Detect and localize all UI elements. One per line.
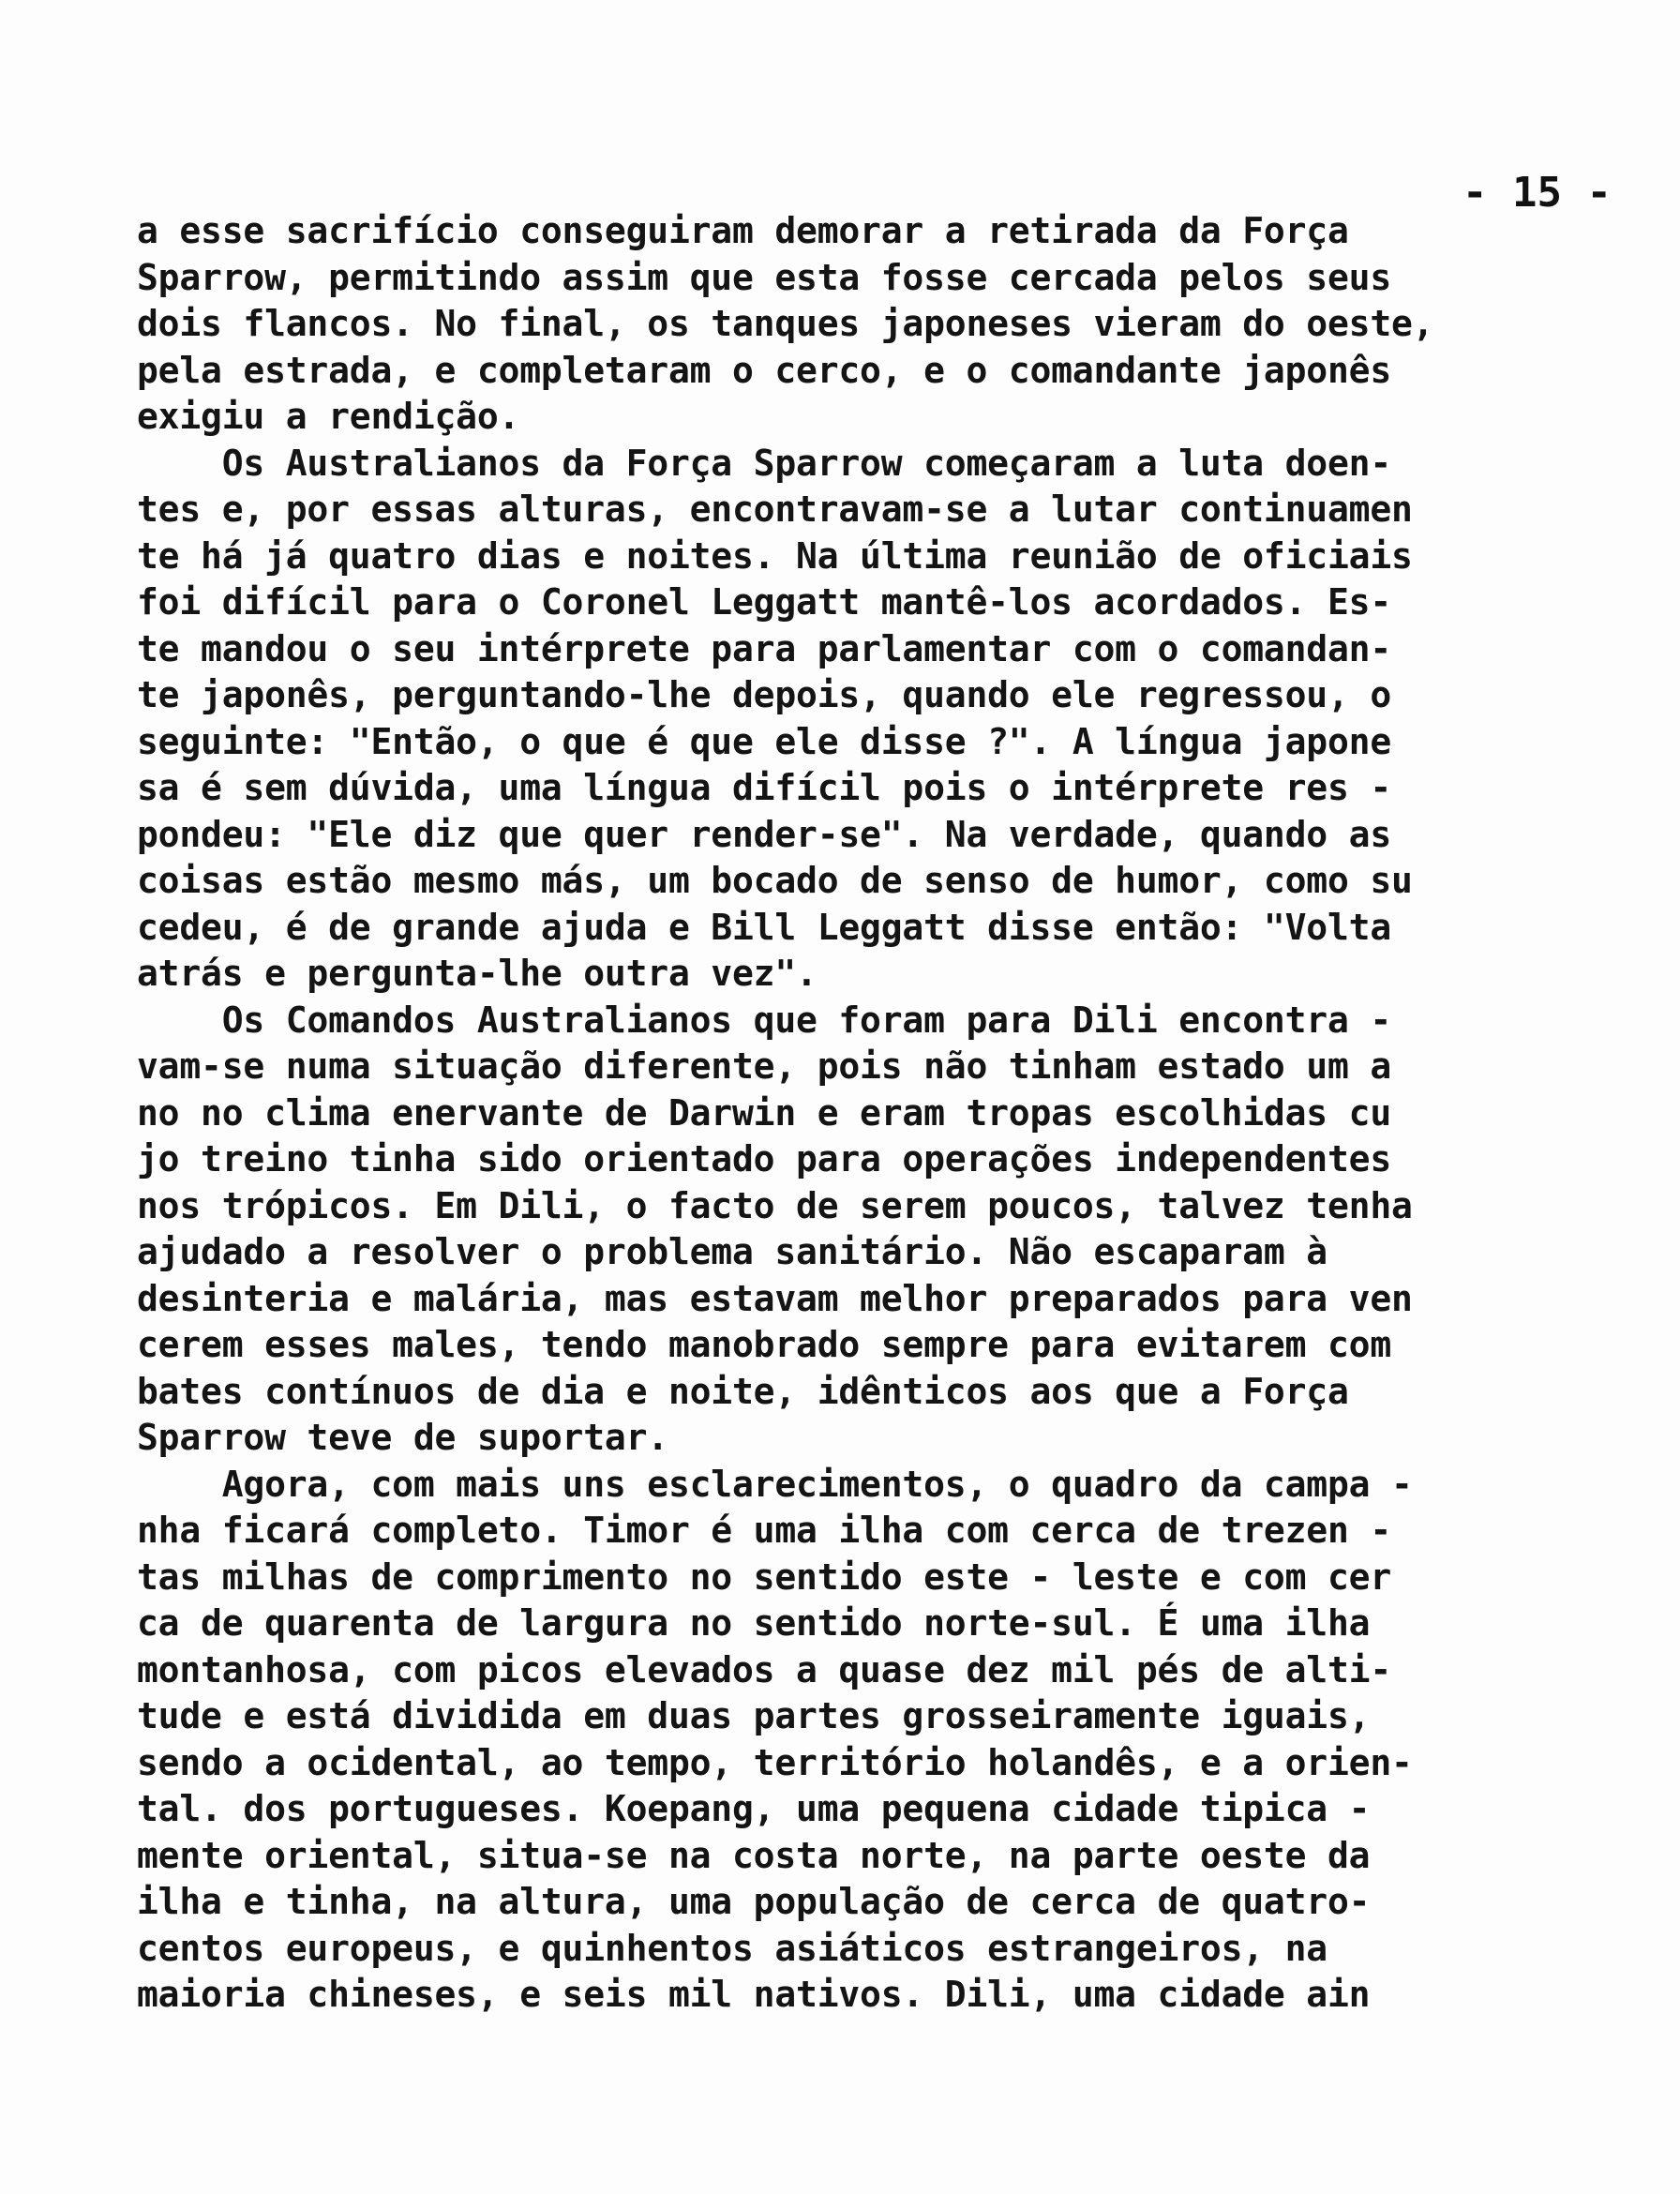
text-line: exigiu a rendição. xyxy=(137,396,520,437)
text-line: sa é sem dúvida, uma língua difícil pois o intérprete res - xyxy=(137,767,1391,808)
text-line: sendo a ocidental, ao tempo, território holandês, e a orien- xyxy=(137,1741,1413,1783)
text-line: montanhosa, com picos elevados a quase dez mil pés de alti- xyxy=(137,1648,1391,1691)
text-line: ca de quarenta de largura no sentido norte-sul. É uma ilha xyxy=(137,1602,1371,1644)
text-line: pela estrada, e completaram o cerco, e o comandante japonês xyxy=(137,349,1391,391)
text-line: te japonês, perguntando-lhe depois, quando ele regressou, o xyxy=(137,674,1391,715)
text-line: vam-se numa situação diferente, pois não tinham estado um a xyxy=(137,1045,1391,1087)
text-line: ilha e tinha, na altura, uma população de cerca de quatro- xyxy=(137,1881,1371,1922)
text-line: seguinte: "Então, o que é que ele disse ?". A língua japone xyxy=(137,720,1391,762)
text-line: cedeu, é de grande ajuda e Bill Leggatt disse então: "Volta xyxy=(137,906,1391,948)
text-line: bates contínuos de dia e noite, idênticos aos que a Força xyxy=(137,1370,1349,1412)
text-line: te há já quatro dias e noites. Na última reunião de oficiais xyxy=(137,534,1413,577)
text-line: te mandou o seu intérprete para parlamentar com o comandan- xyxy=(137,627,1391,669)
text-line: no no clima enervante de Darwin e eram tropas escolhidas cu xyxy=(137,1091,1391,1134)
body-text xyxy=(137,208,1599,2019)
text-line: pondeu: "Ele diz que quer render-se". Na verdade, quando as xyxy=(137,813,1391,855)
text-line: a esse sacrifício conseguiram demorar a retirada da Força xyxy=(137,210,1349,251)
text-line: mente oriental, situa-se na costa norte, na parte oeste da xyxy=(137,1834,1371,1876)
text-line: coisas estão mesmo más, um bocado de senso de humor, como su xyxy=(137,860,1413,901)
text-line: jo treino tinha sido orientado para operações independentes xyxy=(137,1138,1391,1180)
text-line: centos europeus, e quinhentos asiáticos estrangeiros, na xyxy=(137,1927,1328,1969)
text-line: Sparrow teve de suportar. xyxy=(137,1417,668,1458)
text-line: dois flancos. No final, os tanques japoneses vieram do oeste, xyxy=(137,303,1434,344)
text-line: atrás e pergunta-lhe outra vez". xyxy=(137,953,818,994)
text-line: Os Australianos da Força Sparrow começaram a luta doen- xyxy=(137,442,1391,484)
text-line: tude e está dividida em duas partes grosseiramente iguais, xyxy=(137,1695,1371,1736)
text-line: tal. dos portugueses. Koepang, uma pequena cidade tipica - xyxy=(137,1788,1371,1829)
text-line: foi difícil para o Coronel Leggatt mantê-los acordados. Es- xyxy=(137,581,1391,623)
text-line: Os Comandos Australianos que foram para Dili encontra - xyxy=(137,999,1391,1041)
text-line: maioria chineses, e seis mil nativos. Dili, uma cidade ain xyxy=(137,1974,1371,2015)
text-line: tes e, por essas alturas, encontravam-se a lutar continuamen xyxy=(137,488,1413,530)
page-number: - 15 - xyxy=(1462,169,1612,217)
text-line: nos trópicos. Em Dili, o facto de serem poucos, talvez tenha xyxy=(137,1184,1413,1226)
text-line: ajudado a resolver o problema sanitário. Não escaparam à xyxy=(137,1231,1328,1272)
text-line: Sparrow, permitindo assim que esta fosse cercada pelos seus xyxy=(137,256,1391,298)
text-line: nha ficará completo. Timor é uma ilha com cerca de trezen - xyxy=(137,1510,1391,1551)
text-line: Agora, com mais uns esclarecimentos, o quadro da campa - xyxy=(137,1463,1413,1505)
text-line: tas milhas de comprimento no sentido este - leste e com cer xyxy=(137,1555,1391,1598)
text-line: desinteria e malária, mas estavam melhor preparados para ven xyxy=(137,1277,1413,1319)
text-line: cerem esses males, tendo manobrado sempre para evitarem com xyxy=(137,1324,1391,1365)
